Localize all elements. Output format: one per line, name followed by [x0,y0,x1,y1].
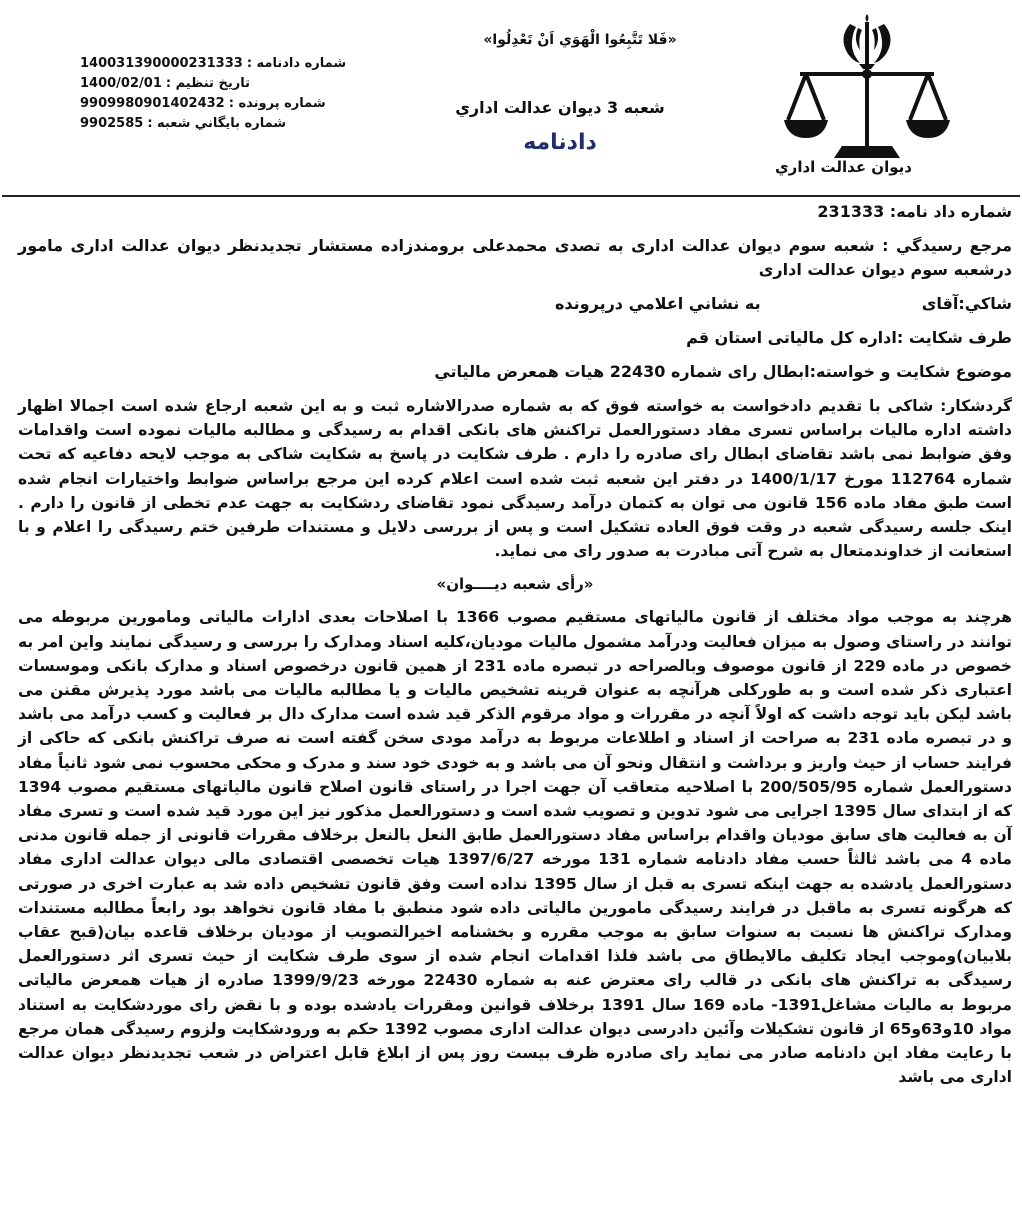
justice-scales-emblem-icon [782,12,952,162]
meta-label: شماره بايگاني شعبه : [147,116,287,131]
plaintiff-suffix: به نشاني اعلامي درپرونده [554,294,761,313]
document-meta [80,54,360,134]
meta-value: 9909980901402432 [80,96,225,111]
meta-row [80,54,360,74]
meta-value: 9902585 [80,116,144,131]
meta-label: تاريخ تنظيم : [165,76,250,91]
plaintiff-prefix: شاكي:آقای [921,294,1012,313]
meta-row [80,94,360,114]
case-report-paragraph: گردشکار: شاکی با تقدیم دادخواست به خواسته فوق که به شماره صدرالاشاره ثبت و به این شعبه ارجاع شده است اجمالا اظهار داشته اداره مالیات براساس تسری مفاد دستورالعمل تراکنش های بانکی اقدام به رسیدگی و مطالبه مالیات نموده است واقدامات وفق ضوابط نمی باشد تقاضای ابطال رای صادره را دارم . طرف شکایت در پاسخ به شکایت شاکی به موجب لایحه دفاعیه که تحت شماره 112764 مورخ 1400/1/17 در دفتر این شعبه ثبت شده است اعلام کرده این مرجع براساس ضوابط واختیارات انجام شده است طبق مفاد ماده 156 قانون می توان به کتمان درآمد رسیدگی نمود تقاضای ردشکایت به جهت عدم تخطی از قانون را دارم . اینک جلسه رسیدگی شعبه در وقت فوق العاده تشکیل است و پس از بررسی دلایل و مستندات طرفین ختم رسیدگی را اعلام و با استعانت از خداوندمتعال به شرح آتی مبادرت به صدور رای می نماید. [18,397,1012,561]
document-header [0,0,1022,196]
branch-name: شعبه 3 ديوان عدالت اداري [455,98,665,117]
verdict-number-label: شماره داد نامه: [889,202,1012,221]
section-title: «رأی شعبه ديــــوان» [436,575,594,594]
header-divider [2,195,1020,197]
meta-value: 1400/02/01 [80,76,162,91]
verdict-paragraph: هرچند به موجب مواد مختلف از قانون مالیاتهای مستقیم مصوب 1366 با اصلاحات بعدی ادارات مالیاتی ومامورین مربوطه می توانند در راستای وصول به میزان فعالیت ودرآمد مشمول مالیات مودیان،کلیه اسناد ومدارک را بررسی و رسیدگی نمایند واین امر به خصوص در ماده 229 از قانون موصوف وبالصراحه در تبصره ماده 231 از همین قانون درخصوص اسناد و مدارک بانکی وموسسات اعتباری ذکر شده است و به طورکلی هرآنچه به عنوان قرینه تشخیص مالیات و یا مطالبه مالیات می باشد مورد پذیرش مقنن می باشد لیکن باید توجه داشت که اولاً آنچه در مقررات و مواد مرقوم الذکر قید شده است مدارک دال بر فعالیت و کسب درآمد می باشد و در تبصره ماده 231 به صراحت از اسناد و اطلاعات مربوط به درآمد مودی سخن گفته است نه صرف تراکنش بانکی که حاکی از فرایند حساب از حیث واریز و برداشت و انتقال ونحو آن می باشد و به خودی خود سند و مدرک و محکی محسوب نمی شود ثانیاً مفاد دستورالعمل شماره 200/505/95 با اصلاحیه متعاقب آن جهت اجرا در راستای قانون اصلاح قانون مالیاتهای مستقیم مصوب 1394 که از ابتدای سال 1395 اجرایی می شود تدوین و تصویب شده است و دستورالعمل مذکور نیز این مورد قید شده است و تسری مفاد آن به فعالیت های سابق مودیان واقدام براساس مفاد دستورالعمل طابق النعل بالنعل برخلاف مقررات قانونی از جمله قانون مدنی ماده 4 می باشد ثالثاً حسب مفاد دادنامه شماره 131 مورخه 1397/6/27 هیات تخصصی اقتصادی مالی دیوان عدالت اداری مفاد دستورالعمل یادشده به جهت اینکه تسری به قبل از سال 1395 نداده است وفق قانون تشخیص داده شد به عبارت اخری در صورتی که هرگونه تسری به ماقبل در فرایند رسیدگی مامورین مالیاتی داده شود منطبق با مفاد قانون نخواهد بود رابعاً مطالبه مستندات ومدارک تراکنش ها نسبت به سنوات سابق به موجب مقرره و بخشنامه اخیرالتصویب از مودیان برخلاف قاعده بیان(قبح عقاب بلابیان)وموجب ایجاد تکلیف مالایطاق می باشد فلذا اقدامات انجام شده از سوی طرف شکایت از حیث تسری اثر دستورالعمل رسیدگی به تراکنش های بانکی در قالب رای معترض عنه به شماره 22430 مورخه 1399/9/23 صادره از هیات همعرض مالیاتی مربوط به مالیات مشاغل1391- ماده 169 سال 1391 برخلاف قوانین ومقررات یادشده بوده و با نقض رای موردشکایت به استناد مواد 10و63و65 از قانون تشکیلات وآئین دادرسی دیوان عدالت اداری مصوب 1392 حکم به ورودشکایت ولزوم رسیدگی همان مرجع با رعایت مفاد این دادنامه صادر می نماید رای صادره ظرف بیست روز پس از ابلاغ قابل اعتراض در شعب تجدیدنظر دیوان عدالت اداری می باشد [18,608,1012,1087]
defendant-line: طرف شكايت :اداره کل مالیاتی استان قم [686,328,1012,347]
meta-label: شماره پرونده : [228,96,326,111]
plaintiff-line [18,292,1012,316]
document-title: دادنامه [523,130,597,155]
meta-label: شماره دادنامه : [246,56,347,71]
verdict-number-value: 231333 [817,202,885,221]
document-body [18,200,1012,1089]
verdict-number-line [18,200,1012,224]
reference-authority: مرجع رسيدگي : شعبه سوم ديوان عدالت اداری به تصدی محمدعلی برومندزاده مستشار تجديدنظر ديوان عدالت اداری مامور درشعبه سوم ديوان عدالت اداری [18,236,1012,279]
meta-value: 140031390000231333 [80,56,243,71]
quran-verse: «فَلا تَتَّبِعُوا الْهَوَي اَنْ تَعْدِلُوا» [483,32,677,48]
meta-row [80,74,360,94]
subject-line: موضوع شكايت و خواسته:ابطال رای شماره 22430 هيات همعرض مالياتي [434,362,1012,381]
meta-row [80,114,360,134]
emblem-caption: ديوان عدالت اداري [774,158,912,176]
